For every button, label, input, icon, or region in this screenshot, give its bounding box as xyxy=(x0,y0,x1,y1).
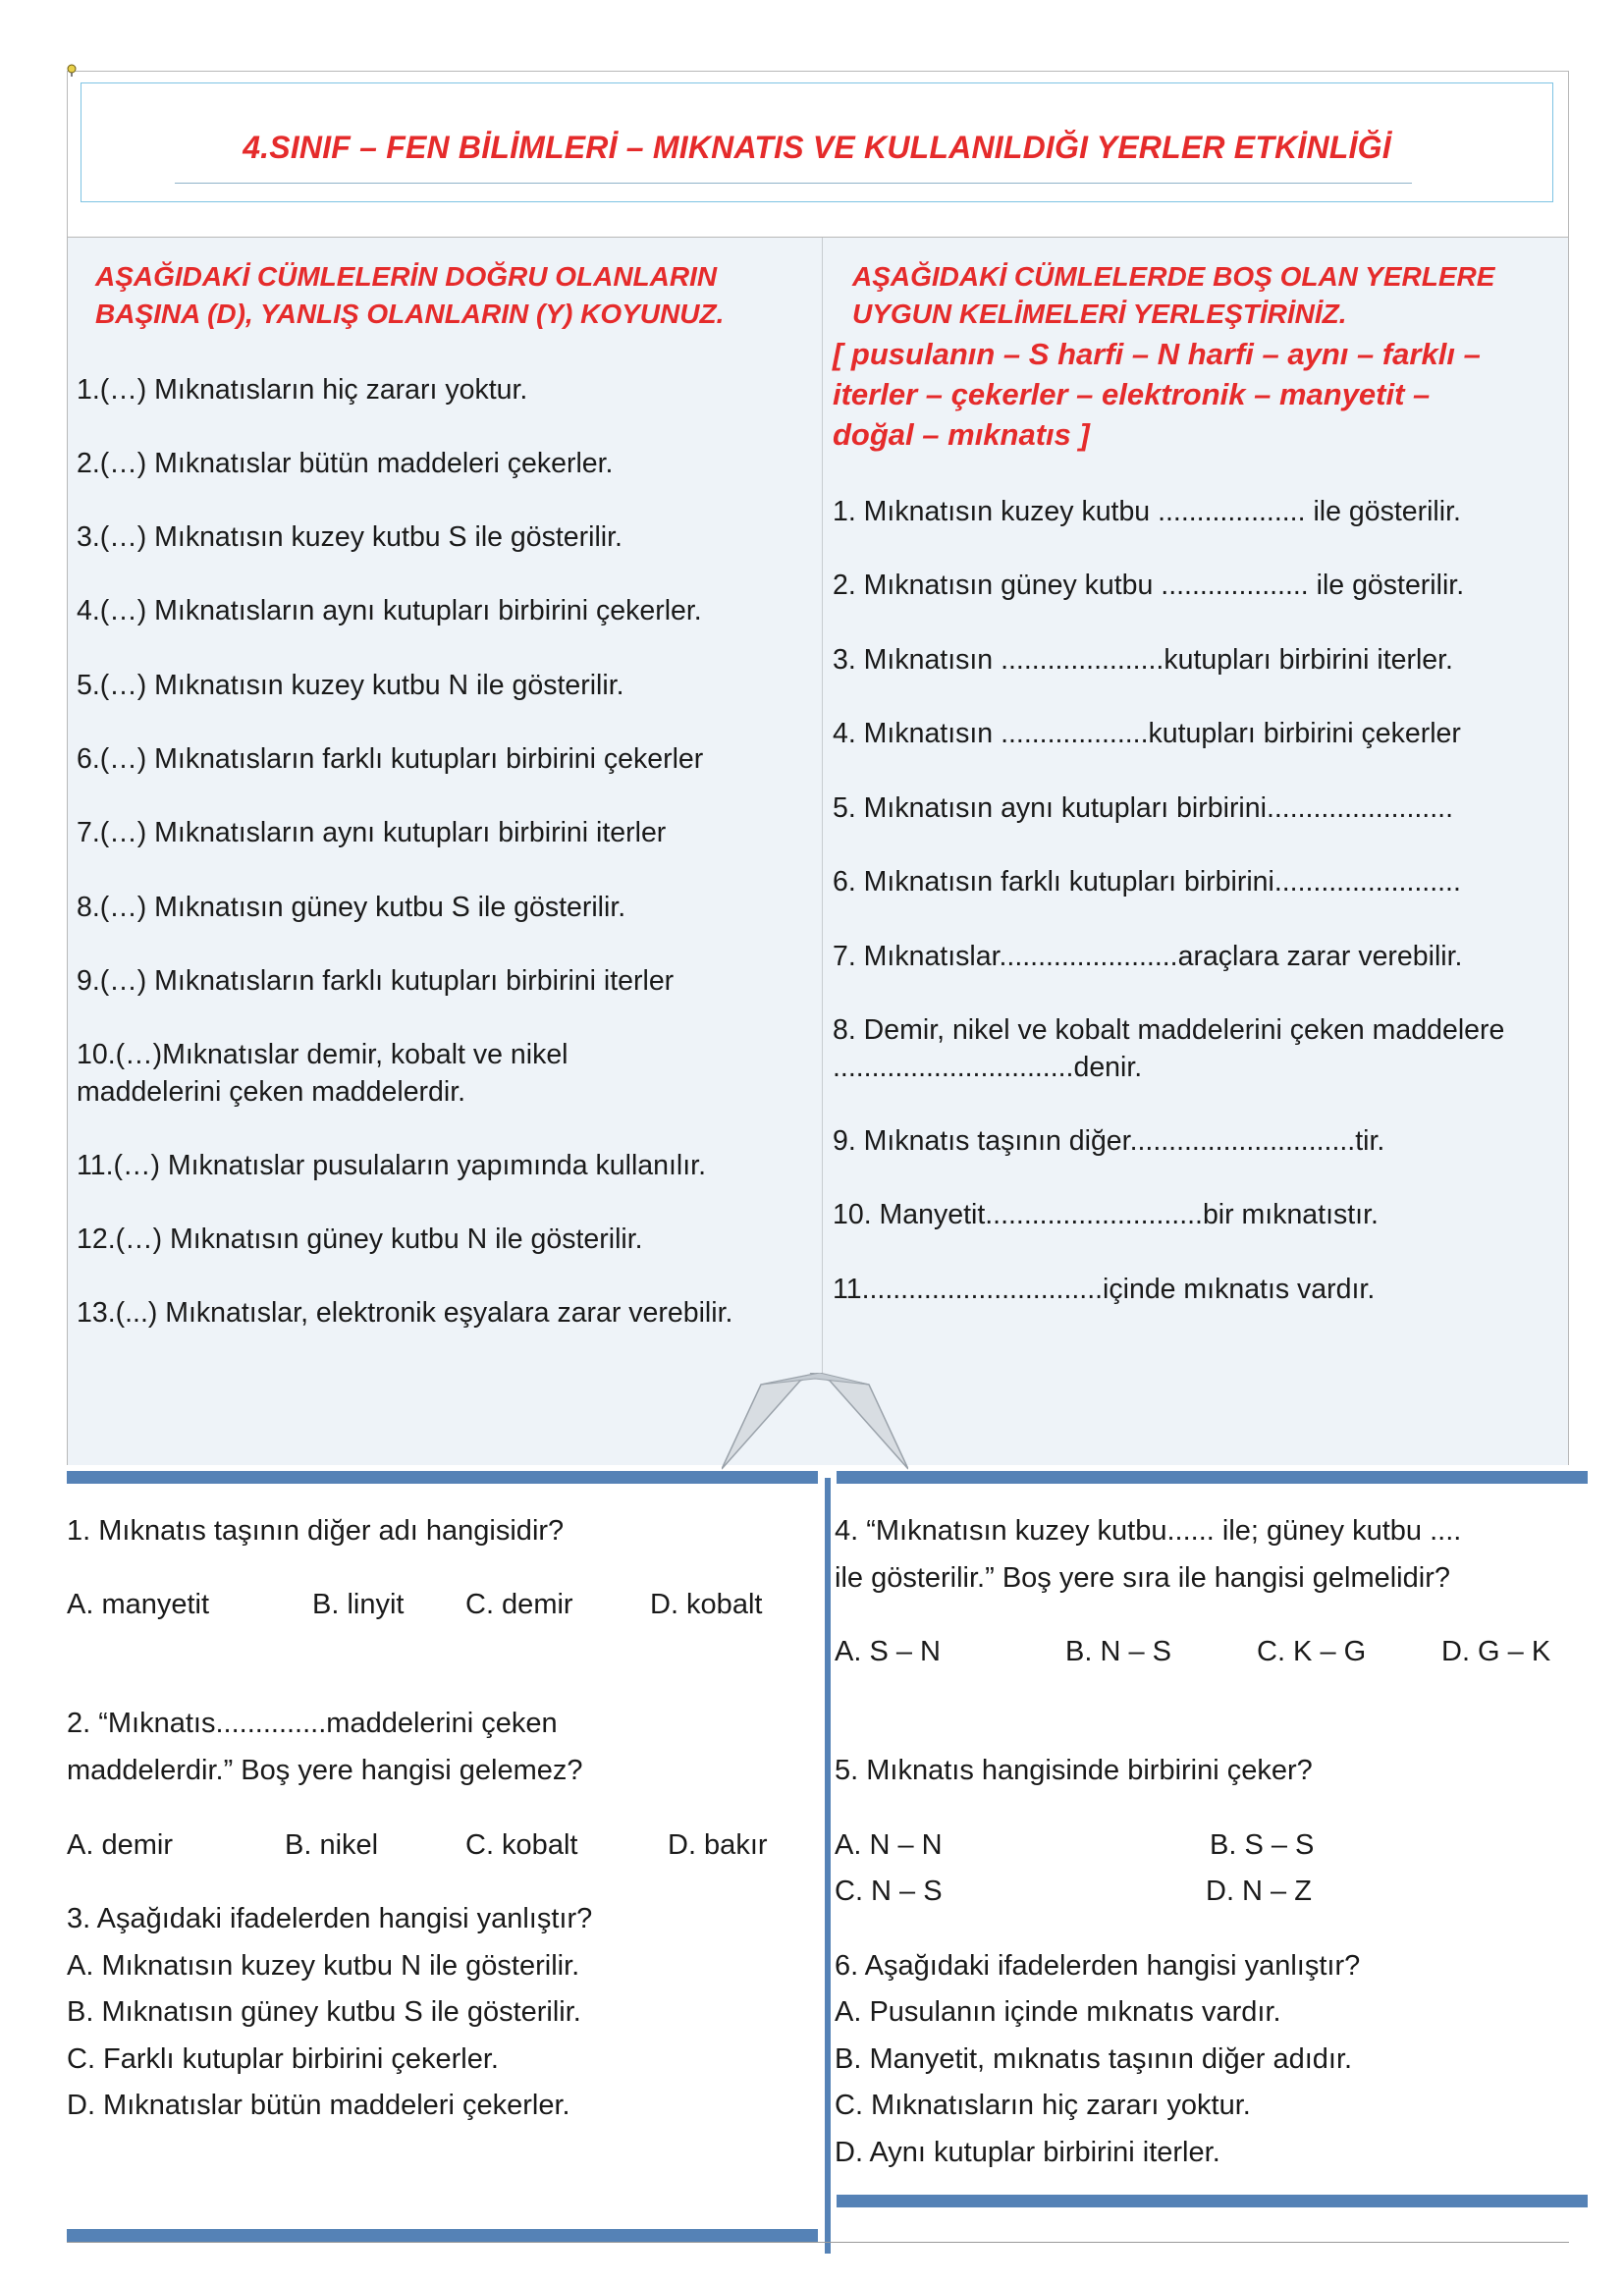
tf-item-12: 12.(…) Mıknatısın güney kutbu N ile gösterilir. xyxy=(77,1224,643,1255)
fb-item-11: 11...............................içinde mıknatıs vardır. xyxy=(833,1274,1376,1305)
q5-option-d: D. N – Z xyxy=(1206,1876,1312,1907)
fb-item-5: 5. Mıknatısın aynı kutupları birbirini........................ xyxy=(833,792,1453,824)
tf-item-5: 5.(…) Mıknatısın kuzey kutbu N ile gösterilir. xyxy=(77,670,624,701)
q4-line1: 4. “Mıknatısın kuzey kutbu...... ile; güney kutbu .... xyxy=(835,1515,1462,1547)
q1-option-c: C. demir xyxy=(465,1589,573,1620)
q4-line2: ile gösterilir.” Boş yere sıra ile hangisi gelmelidir? xyxy=(835,1562,1450,1594)
tf-item-4: 4.(…) Mıknatısların aynı kutupları birbirini çekerler. xyxy=(77,595,702,626)
q1-text: 1. Mıknatıs taşının diğer adı hangisidir? xyxy=(67,1515,565,1547)
q1-option-a: A. manyetit xyxy=(67,1589,210,1620)
q2-line1: 2. “Mıknatıs..............maddelerini çeken xyxy=(67,1708,558,1739)
fb-item-4: 4. Mıknatısın ...................kutupları birbirini çekerler xyxy=(833,718,1461,749)
tf-instruction-line2: BAŞINA (D), YANLIŞ OLANLARIN (Y) KOYUNUZ. xyxy=(95,299,725,329)
q6-option-b: B. Manyetit, mıknatıs taşının diğer adıdır. xyxy=(835,2043,1353,2075)
q5-option-a: A. N – N xyxy=(835,1829,943,1861)
right-top-bar xyxy=(837,1471,1588,1484)
tf-instruction-line1: AŞAĞIDAKİ CÜMLELERİN DOĞRU OLANLARIN xyxy=(95,261,718,292)
word-bank-line3: doğal – mıknatıs ] xyxy=(833,417,1090,452)
q6-text: 6. Aşağıdaki ifadelerden hangisi yanlıştır? xyxy=(835,1950,1361,1982)
q4-option-d: D. G – K xyxy=(1441,1636,1551,1667)
q5-option-b: B. S – S xyxy=(1210,1829,1315,1861)
tf-item-10: 10.(…)Mıknatıslar demir, kobalt ve nikel maddelerini çeken maddelerdir. xyxy=(77,1039,568,1108)
q3-option-a: A. Mıknatısın kuzey kutbu N ile gösterilir. xyxy=(67,1950,580,1982)
q6-option-a: A. Pusulanın içinde mıknatıs vardır. xyxy=(835,1996,1281,2028)
tf-item-1: 1.(…) Mıknatısların hiç zararı yoktur. xyxy=(77,374,528,406)
fold-decoration xyxy=(722,1373,908,1471)
q6-option-d: D. Aynı kutuplar birbirini iterler. xyxy=(835,2137,1220,2168)
fb-item-6: 6. Mıknatısın farklı kutupları birbirini........................ xyxy=(833,866,1461,898)
fb-item-10: 10. Manyetit............................bir mıknatıstır. xyxy=(833,1199,1379,1230)
fb-instruction-line2: UYGUN KELİMELERİ YERLEŞTİRİNİZ. xyxy=(852,299,1347,329)
title-underline xyxy=(175,183,1412,184)
fb-item-1: 1. Mıknatısın kuzey kutbu ................... ile gösterilir. xyxy=(833,496,1461,527)
q2-option-a: A. demir xyxy=(67,1829,173,1861)
q4-option-b: B. N – S xyxy=(1065,1636,1171,1667)
q2-line2: maddelerdir.” Boş yere hangisi gelemez? xyxy=(67,1755,583,1786)
q5-option-c: C. N – S xyxy=(835,1876,943,1907)
tf-item-2: 2.(…) Mıknatıslar bütün maddeleri çekerler. xyxy=(77,448,614,479)
fb-item-9: 9. Mıknatıs taşının diğer.............................tir. xyxy=(833,1125,1385,1157)
word-bank-line2: iterler – çekerler – elektronik – manyetit – xyxy=(833,377,1431,411)
q6-option-c: C. Mıknatısların hiç zararı yoktur. xyxy=(835,2090,1251,2121)
tf-item-11: 11.(…) Mıknatıslar pusulaların yapımında kullanılır. xyxy=(77,1150,706,1181)
tf-item-3: 3.(…) Mıknatısın kuzey kutbu S ile gösterilir. xyxy=(77,521,623,553)
fb-item-7: 7. Mıknatıslar.......................araçlara zarar verebilir. xyxy=(833,941,1463,972)
q4-option-a: A. S – N xyxy=(835,1636,941,1667)
q3-text: 3. Aşağıdaki ifadelerden hangisi yanlıştır? xyxy=(67,1903,593,1934)
q3-option-c: C. Farklı kutuplar birbirini çekerler. xyxy=(67,2043,499,2075)
page-title: 4.SINIF – FEN BİLİMLERİ – MIKNATIS VE KULLANILDIĞI YERLER ETKİNLİĞİ xyxy=(243,130,1391,165)
tf-item-9: 9.(…) Mıknatısların farklı kutupları birbirini iterler xyxy=(77,965,675,997)
tf-item-7: 7.(…) Mıknatısların aynı kutupları birbirini iterler xyxy=(77,817,667,848)
q2-option-c: C. kobalt xyxy=(465,1829,578,1861)
q2-option-b: B. nikel xyxy=(285,1829,379,1861)
pin-icon xyxy=(65,63,79,77)
q2-option-d: D. bakır xyxy=(668,1829,768,1861)
q1-option-b: B. linyit xyxy=(312,1589,405,1620)
fb-item-8: 8. Demir, nikel ve kobalt maddelerini çeken maddelere ...............................denir. xyxy=(833,1014,1505,1083)
tf-item-13: 13.(...) Mıknatıslar, elektronik eşyalara zarar verebilir. xyxy=(77,1297,733,1329)
left-top-bar xyxy=(67,1471,818,1484)
tf-item-6: 6.(…) Mıknatısların farklı kutupları birbirini çekerler xyxy=(77,743,704,775)
q5-text: 5. Mıknatıs hangisinde birbirini çeker? xyxy=(835,1755,1313,1786)
section-divider xyxy=(825,1478,831,2254)
fb-instruction-line1: AŞAĞIDAKİ CÜMLELERDE BOŞ OLAN YERLERE xyxy=(852,261,1495,292)
q4-option-c: C. K – G xyxy=(1257,1636,1367,1667)
page-bottom-line xyxy=(67,2242,1569,2243)
q1-option-d: D. kobalt xyxy=(650,1589,763,1620)
q3-option-d: D. Mıknatıslar bütün maddeleri çekerler. xyxy=(67,2090,570,2121)
fb-item-2: 2. Mıknatısın güney kutbu ................... ile gösterilir. xyxy=(833,570,1465,601)
fb-item-3: 3. Mıknatısın .....................kutupları birbirini iterler. xyxy=(833,644,1453,676)
q3-option-b: B. Mıknatısın güney kutbu S ile gösterilir. xyxy=(67,1996,581,2028)
left-bottom-bar xyxy=(67,2229,818,2242)
word-bank-line1: [ pusulanın – S harfi – N harfi – aynı – farklı – xyxy=(833,337,1481,371)
tf-item-8: 8.(…) Mıknatısın güney kutbu S ile gösterilir. xyxy=(77,892,626,923)
right-bottom-bar xyxy=(837,2195,1588,2207)
panel-divider xyxy=(822,238,823,1377)
